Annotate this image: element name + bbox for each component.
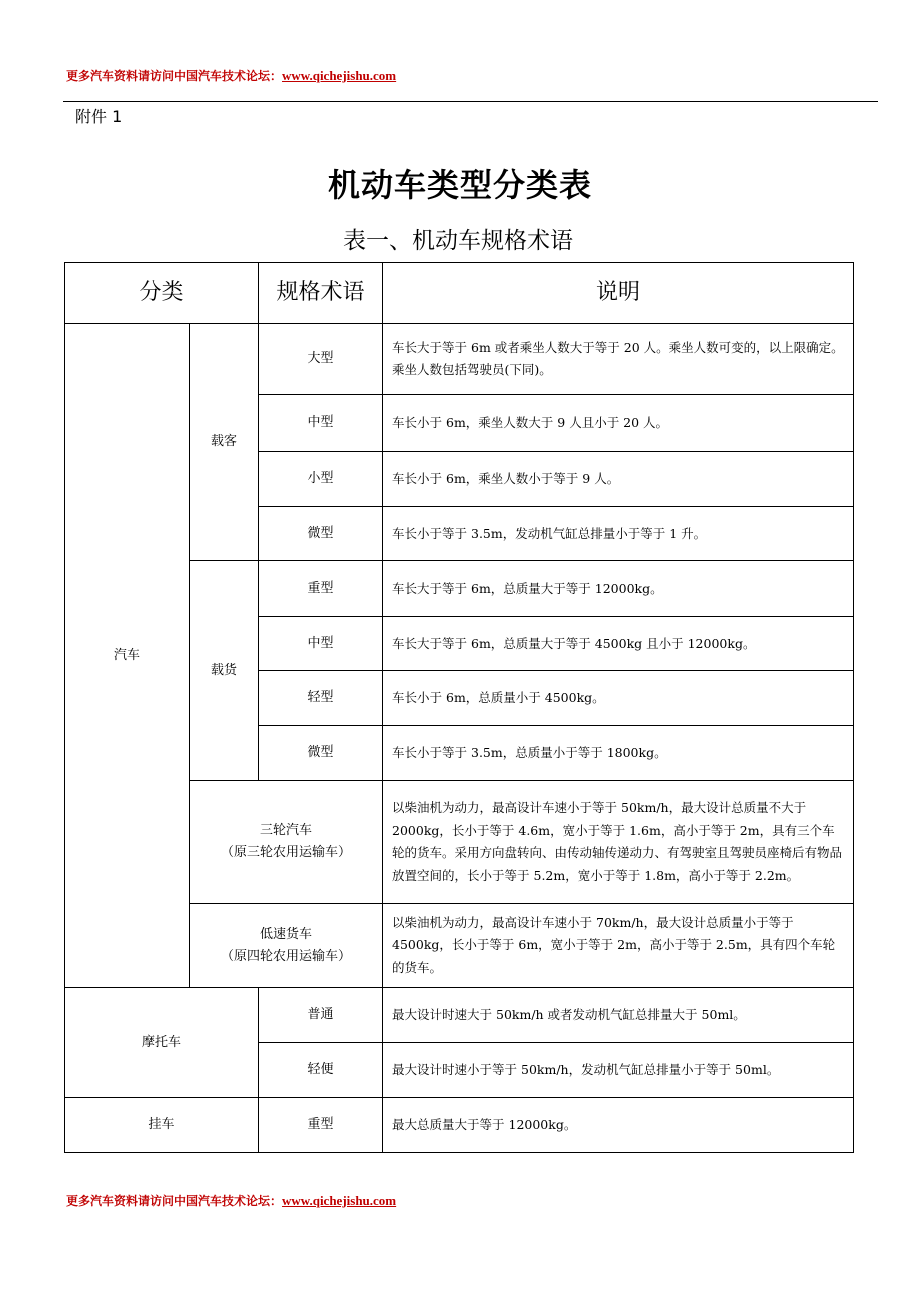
term-cell: 重型 [259,1098,383,1153]
table-row [65,1098,854,1153]
description-cell: 车长大于等于 6m，总质量大于等于 12000kg。 [383,561,854,617]
promo-banner-top [66,67,396,84]
header-description: 说明 [383,263,854,324]
low-speed-truck-name: 低速货车 [260,926,313,942]
table-row [65,988,854,1043]
description-cell: 车长小于 6m，乘坐人数大于 9 人且小于 20 人。 [383,395,854,452]
subcategory-cargo: 载货 [190,561,259,781]
term-cell: 小型 [259,452,383,507]
description-cell: 最大设计时速大于 50km/h 或者发动机气缸总排量大于 50ml。 [383,988,854,1043]
description-cell: 以柴油机为动力，最高设计车速小于 70km/h，最大设计总质量小于等于 4500kg，长小于等于 6m，宽小于等于 2m，高小于等于 2.5m，具有四个车轮的货车。 [383,904,854,988]
promo-banner-bottom [66,1192,396,1209]
description-cell: 车长小于 6m，乘坐人数小于等于 9 人。 [383,452,854,507]
table-row [65,324,854,395]
annex-label: 附件 1 [75,107,123,126]
tricycle-note: （原三轮农用运输车） [221,845,352,860]
forum-link[interactable]: www.qichejishu.com [282,68,397,83]
term-tricycle [190,781,383,904]
description-cell: 车长小于等于 3.5m，总质量小于等于 1800kg。 [383,726,854,781]
category-car: 汽车 [65,324,190,988]
term-cell: 中型 [259,395,383,452]
description-cell: 最大总质量大于等于 12000kg。 [383,1098,854,1153]
header-term: 规格术语 [259,263,383,324]
table-title: 表一、机动车规格术语 [343,228,573,254]
description-cell: 车长小于 6m，总质量小于 4500kg。 [383,671,854,726]
header-divider [63,101,878,102]
table-header-row [65,263,854,324]
description-cell: 车长小于等于 3.5m，发动机气缸总排量小于等于 1 升。 [383,507,854,561]
term-cell: 重型 [259,561,383,617]
term-cell: 轻型 [259,671,383,726]
document-title: 机动车类型分类表 [327,166,592,204]
vehicle-spec-table [64,262,854,1153]
category-motorcycle: 摩托车 [65,988,259,1098]
description-cell: 最大设计时速小于等于 50km/h，发动机气缸总排量小于等于 50ml。 [383,1043,854,1098]
description-cell: 车长大于等于 6m 或者乘坐人数大于等于 20 人。乘坐人数可变的，以上限确定。乘坐人数包括驾驶员(下同)。 [383,324,854,395]
description-cell: 车长大于等于 6m，总质量大于等于 4500kg 且小于 12000kg。 [383,617,854,671]
term-cell: 中型 [259,617,383,671]
description-cell: 以柴油机为动力，最高设计车速小于等于 50km/h，最大设计总质量不大于 2000kg，长小于等于 4.6m，宽小于等于 1.6m，高小于等于 2m，具有三个车轮的货车。采用方向盘转向、由传动轴传递动力、有驾驶室且驾驶员座椅后有物品放置空间的，长小于等于 5.2m，宽小于等于 1.8m，高小于等于 2.2m。 [383,781,854,904]
promo-text: 更多汽车资料请访问中国汽车技术论坛： [66,69,283,83]
term-cell: 轻便 [259,1043,383,1098]
forum-link[interactable]: www.qichejishu.com [282,1193,397,1208]
low-speed-truck-note: （原四轮农用运输车） [221,948,352,964]
category-trailer: 挂车 [65,1098,259,1153]
term-cell: 普通 [259,988,383,1043]
term-cell: 微型 [259,507,383,561]
term-cell: 微型 [259,726,383,781]
tricycle-name: 三轮汽车 [260,823,313,838]
subcategory-passenger: 载客 [190,324,259,561]
header-category: 分类 [65,263,259,324]
term-cell: 大型 [259,324,383,395]
promo-text: 更多汽车资料请访问中国汽车技术论坛： [66,1194,283,1208]
term-low-speed-truck [190,904,383,988]
